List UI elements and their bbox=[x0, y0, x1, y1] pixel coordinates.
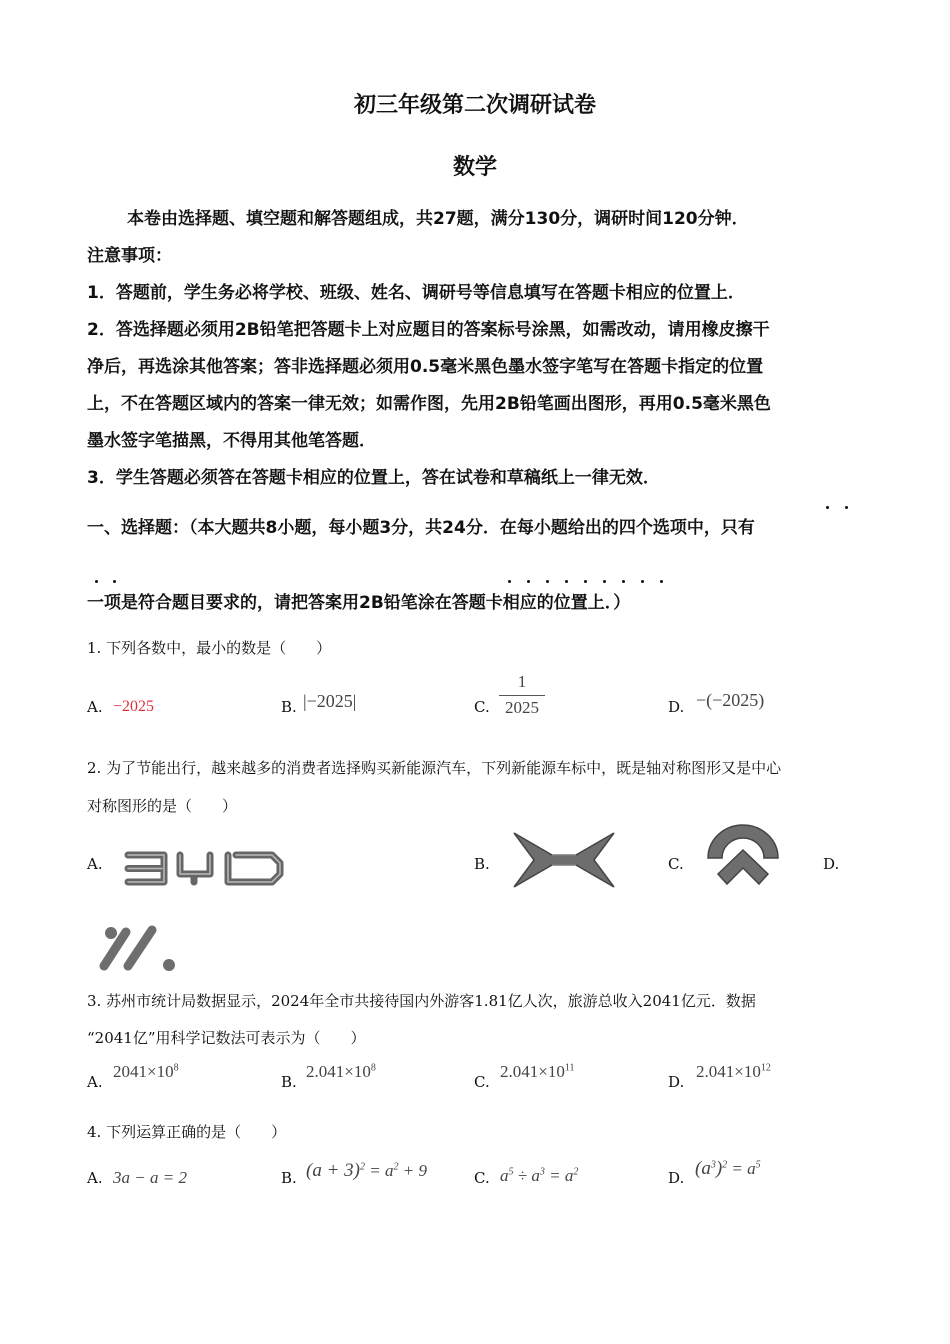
emphasis-dot bbox=[113, 580, 116, 583]
emphasis-dot bbox=[527, 580, 530, 583]
emphasis-dot bbox=[826, 506, 829, 509]
note-2-line-1: 2．答选择题必须用2B铅笔把答题卡上对应题目的答案标号涂黑，如需改动，请用橡皮擦干 bbox=[87, 320, 770, 340]
page-title: 初三年级第二次调研试卷 bbox=[353, 93, 596, 118]
note-2-line-2: 净后，再选涂其他答案；答非选择题必须用0.5毫米黑色墨水签字笔写在答题卡指定的位置 bbox=[87, 357, 764, 377]
q2-stem-line-2: 对称图形的是（ ） bbox=[87, 797, 238, 815]
emphasis-dot bbox=[584, 580, 587, 583]
emphasis-dot bbox=[565, 580, 568, 583]
q3-option-d-label: D. bbox=[668, 1073, 685, 1091]
emphasis-dot bbox=[641, 580, 644, 583]
q1-option-c-denominator: 2025 bbox=[505, 698, 539, 717]
section-1-line-1: 一、选择题：（本大题共8小题，每小题3分，共24分．在每小题给出的四个选项中，只有 bbox=[87, 518, 755, 538]
byd-logo-image bbox=[122, 850, 284, 888]
emphasis-dot bbox=[660, 580, 663, 583]
q4-option-d-value: $(a^3)^2 = a^5$ bbox=[695, 1158, 761, 1179]
q4-option-d-label: D. bbox=[668, 1169, 685, 1187]
q2-option-c-label: C. bbox=[668, 855, 684, 873]
slash-logo-image bbox=[98, 924, 182, 974]
note-3: 3．学生答题必须答在答题卡相应的位置上，答在试卷和草稿纸上一律无效． bbox=[87, 468, 660, 488]
notes-heading: 注意事项： bbox=[87, 246, 172, 266]
q1-option-a-label: A. bbox=[87, 698, 103, 716]
q4-option-c-value: $a^5 \div a^3 = a^2$ bbox=[500, 1166, 579, 1185]
q4-option-b-label: B. bbox=[281, 1169, 297, 1187]
emphasis-dot bbox=[95, 580, 98, 583]
q3-option-a-value: $2041\times 10^8$ bbox=[113, 1062, 179, 1081]
emphasis-dot bbox=[845, 506, 848, 509]
note-2-line-3: 上，不在答题区域内的答案一律无效；如需作图，先用2B铅笔画出图形，再用0.5毫米黑色 bbox=[87, 394, 771, 414]
q2-stem-line-1: 2. 为了节能出行，越来越多的消费者选择购买新能源汽车，下列新能源车标中，既是轴对称图形又是中心 bbox=[87, 759, 782, 777]
x-shape-logo-image bbox=[512, 831, 616, 889]
emphasis-dot bbox=[508, 580, 511, 583]
q4-option-b-value: $(a + 3)^2 = a^2 + 9$ bbox=[306, 1160, 427, 1181]
q3-option-a-label: A. bbox=[87, 1073, 103, 1091]
q4-option-a-value: 3a − a = 2 bbox=[113, 1168, 187, 1187]
q4-option-a-label: A. bbox=[87, 1169, 103, 1187]
q3-option-c-label: C. bbox=[474, 1073, 490, 1091]
note-1: 1．答题前，学生务必将学校、班级、姓名、调研号等信息填写在答题卡相应的位置上． bbox=[87, 283, 745, 303]
q1-option-c-numerator: 1 bbox=[517, 672, 527, 691]
emphasis-dot bbox=[622, 580, 625, 583]
q3-stem-line-1: 3. 苏州市统计局数据显示，2024年全市共接待国内外游客1.81亿人次，旅游总收入2041亿元．数据 bbox=[87, 992, 756, 1010]
q2-option-a-label: A. bbox=[87, 855, 103, 873]
fraction-bar bbox=[499, 695, 545, 696]
q1-option-b-value: |−2025| bbox=[303, 691, 357, 711]
q3-option-b-value: $2.041\times 10^8$ bbox=[306, 1062, 376, 1081]
emphasis-dot bbox=[603, 580, 606, 583]
arch-logo-image bbox=[706, 822, 780, 890]
q4-stem: 4. 下列运算正确的是（ ） bbox=[87, 1123, 287, 1141]
q1-stem: 1. 下列各数中，最小的数是（ ） bbox=[87, 639, 332, 657]
q2-option-b-label: B. bbox=[474, 855, 490, 873]
emphasis-dot bbox=[546, 580, 549, 583]
q3-option-b-label: B. bbox=[281, 1073, 297, 1091]
q2-option-d-label: D. bbox=[823, 855, 840, 873]
note-2-line-4: 墨水签字笔描黑，不得用其他笔答题． bbox=[87, 431, 376, 451]
q4-option-c-label: C. bbox=[474, 1169, 490, 1187]
q1-option-b-label: B. bbox=[281, 698, 297, 716]
intro-text: 本卷由选择题、填空题和解答题组成，共27题，满分130分，调研时间120分钟． bbox=[127, 209, 749, 229]
q1-option-d-label: D. bbox=[668, 698, 685, 716]
q1-option-a-value: −2025 bbox=[113, 698, 155, 715]
section-1-line-2: 一项是符合题目要求的，请把答案用2B铅笔涂在答题卡相应的位置上．） bbox=[87, 593, 631, 613]
q3-option-d-value: $2.041\times 10^{12}$ bbox=[696, 1062, 771, 1081]
q1-option-c-label: C. bbox=[474, 698, 490, 716]
q3-stem-line-2: “2041亿”用科学记数法可表示为（ ） bbox=[87, 1029, 366, 1047]
q3-option-c-value: $2.041\times 10^{11}$ bbox=[500, 1062, 575, 1081]
subject-title: 数学 bbox=[452, 155, 497, 180]
q1-option-d-value: −(−2025) bbox=[696, 690, 765, 710]
